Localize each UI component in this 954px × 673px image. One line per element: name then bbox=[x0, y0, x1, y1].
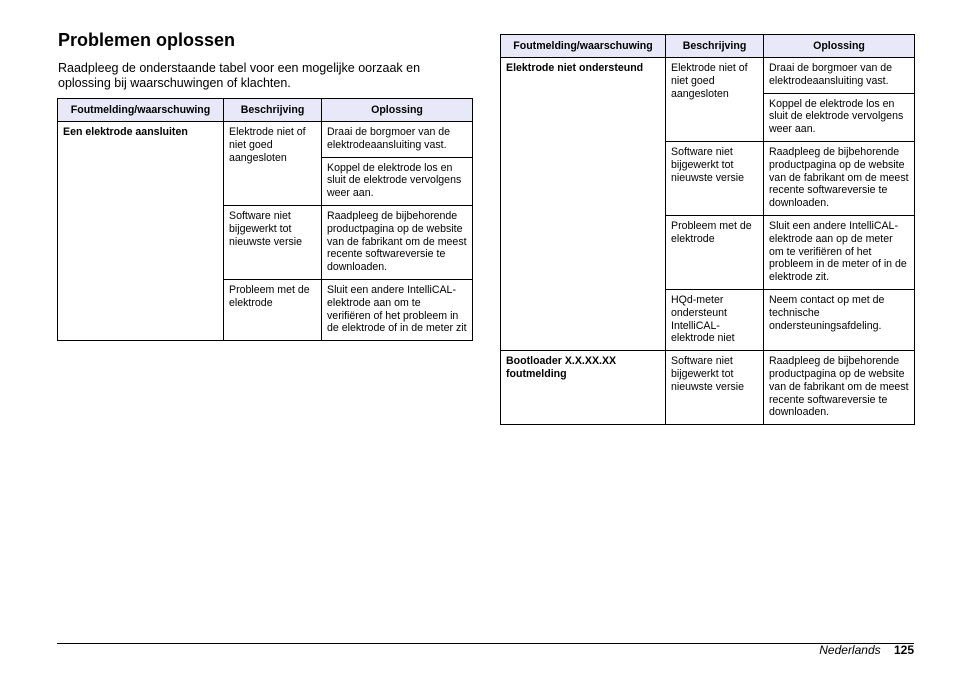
solution-cell: Koppel de elektrode los en sluit de elektrode vervolgens weer aan. bbox=[322, 157, 473, 205]
solution-cell: Sluit een andere IntelliCAL-elektrode aan om te verifiëren of het probleem in de elektrode of in de meter zit bbox=[322, 279, 473, 340]
description-cell: Software niet bijgewerkt tot nieuwste versie bbox=[666, 351, 764, 425]
description-cell: Elektrode niet of niet goed aangesloten bbox=[224, 122, 322, 206]
header-error: Foutmelding/waarschuwing bbox=[58, 99, 224, 122]
header-error: Foutmelding/waarschuwing bbox=[501, 35, 666, 58]
error-cell: Elektrode niet ondersteund bbox=[501, 58, 666, 351]
page-title: Problemen oplossen bbox=[58, 30, 236, 50]
description-cell: Elektrode niet of niet goed aangesloten bbox=[666, 58, 764, 142]
error-cell: Bootloader X.X.XX.XX foutmelding bbox=[501, 351, 666, 425]
description-cell: HQd-meter ondersteunt IntelliCAL-elektrode niet bbox=[666, 289, 764, 350]
solution-cell: Draai de borgmoer van de elektrodeaansluiting vast. bbox=[764, 58, 915, 94]
description-cell: Probleem met de elektrode bbox=[666, 215, 764, 289]
header-description: Beschrijving bbox=[666, 35, 764, 58]
solution-cell: Raadpleeg de bijbehorende productpagina op de website van de fabrikant om de meest recente softwareversie te downloaden. bbox=[764, 351, 915, 425]
solution-cell: Neem contact op met de technische ondersteuningsafdeling. bbox=[764, 289, 915, 350]
table-header-row bbox=[501, 35, 915, 58]
table-row bbox=[501, 58, 915, 94]
header-solution: Oplossing bbox=[322, 99, 473, 122]
error-cell: Een elektrode aansluiten bbox=[58, 122, 224, 341]
solution-cell: Sluit een andere IntelliCAL-elektrode aan op de meter om te verifiëren of het probleem in de meter of in de elektrode zit. bbox=[764, 215, 915, 289]
footer-rule bbox=[57, 643, 914, 644]
header-description: Beschrijving bbox=[224, 99, 322, 122]
table-header-row bbox=[58, 99, 473, 122]
solution-cell: Draai de borgmoer van de elektrodeaansluiting vast. bbox=[322, 122, 473, 158]
footer-language: Nederlands bbox=[819, 643, 881, 657]
description-cell: Software niet bijgewerkt tot nieuwste versie bbox=[666, 141, 764, 215]
header-solution: Oplossing bbox=[764, 35, 915, 58]
table-row bbox=[501, 351, 915, 425]
footer bbox=[819, 643, 914, 657]
description-cell: Software niet bijgewerkt tot nieuwste versie bbox=[224, 205, 322, 279]
solution-cell: Raadpleeg de bijbehorende productpagina op de website van de fabrikant om de meest recente softwareversie te downloaden. bbox=[764, 141, 915, 215]
page-number: 125 bbox=[893, 643, 914, 657]
troubleshooting-table-1 bbox=[57, 98, 473, 341]
solution-cell: Raadpleeg de bijbehorende productpagina op de website van de fabrikant om de meest recente softwareversie te downloaden. bbox=[322, 205, 473, 279]
intro-paragraph: Raadpleeg de onderstaande tabel voor een mogelijke oorzaak en oplossing bij waarschuwingen of klachten. bbox=[58, 61, 421, 90]
troubleshooting-table-2 bbox=[500, 34, 915, 425]
solution-cell: Koppel de elektrode los en sluit de elektrode vervolgens weer aan. bbox=[764, 93, 915, 141]
table-row bbox=[58, 122, 473, 158]
description-cell: Probleem met de elektrode bbox=[224, 279, 322, 340]
